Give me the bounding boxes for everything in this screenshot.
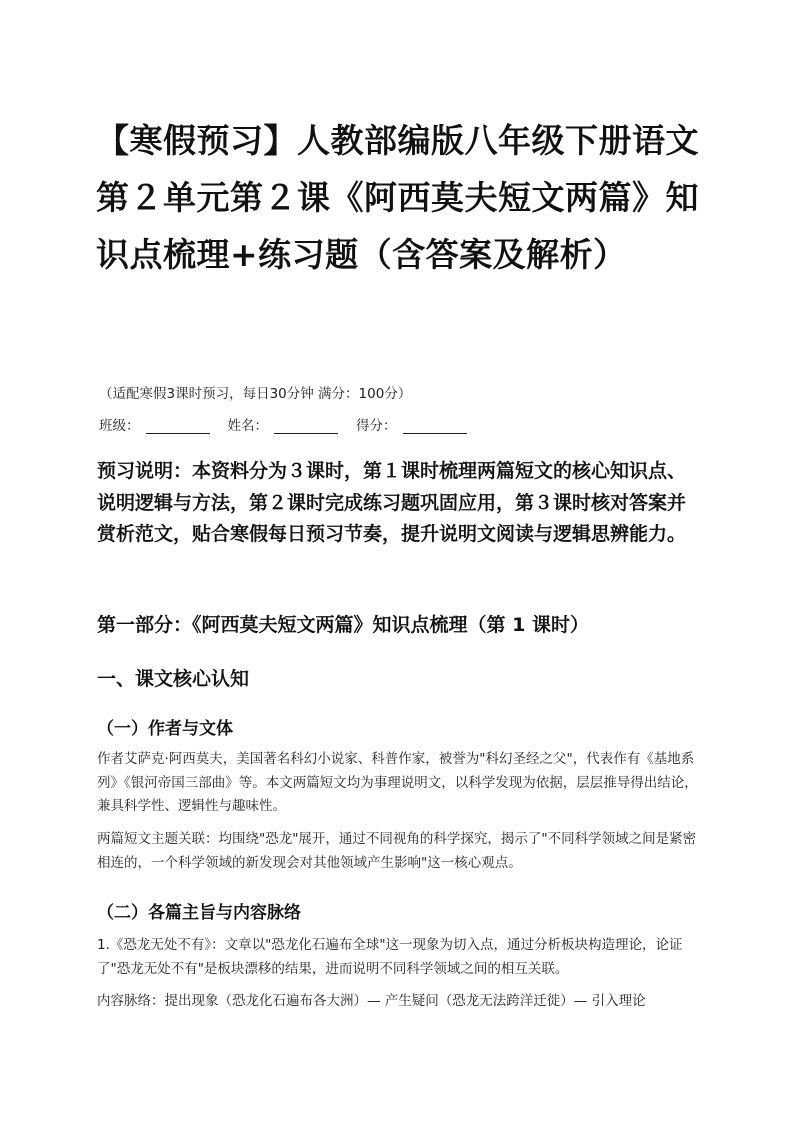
essay1-summary-paragraph: 1.《恐龙无处不有》：文章以"恐龙化石遍布全球"这一现象为切入点，通过分析板块构造理论，论证了"恐龙无处不有"是板块漂移的结果，进而说明不同科学领域之间的相互关联。 [97, 937, 683, 977]
author-genre-paragraph: 作者艾萨克·阿西莫夫，美国著名科幻小说家、科普作家，被誉为"科幻圣经之父"，代表作有《基地系列》《银河帝国三部曲》等。本文两篇短文均为事理说明文，以科学发现为依据，层层推导得出结论，兼具科学性、逻辑性与趣味性。 [97, 751, 698, 814]
content-outline-paragraph: 内容脉络：提出现象（恐龙化石遍布各大洲）— 产生疑问（恐龙无法跨洋迁徙）— 引入理论 [97, 993, 646, 1009]
document-title: 【寒假预习】人教部编版八年级下册语文第２单元第２课《阿西莫夫短文两篇》知识点梳理+练习题（含答案及解析） [96, 121, 699, 274]
preview-instructions: 预习说明：本资料分为３课时，第１课时梳理两篇短文的核心知识点、说明逻辑与方法，第２课时完成练习题巩固应用，第３课时核对答案并赏析范文，贴合寒假每日预习节奏，提升说明文阅读与逻辑思辨能力。 [97, 460, 687, 545]
name-blank [274, 419, 338, 434]
part1-heading: 第一部分：《阿西莫夫短文两篇》知识点梳理（第 1 课时） [97, 614, 589, 636]
sub1-heading: （一）作者与文体 [97, 719, 233, 739]
class-blank [146, 419, 210, 434]
score-blank [403, 419, 467, 434]
name-label: 姓名： [227, 418, 268, 434]
document-subtitle: （适配寒假3课时预习，每日30分钟 满分：100分） [99, 386, 412, 402]
student-info-row [99, 414, 479, 434]
sub2-heading: （二）各篇主旨与内容脉络 [97, 903, 301, 923]
class-label: 班级： [99, 418, 140, 434]
score-label: 得分： [356, 418, 397, 434]
section1-heading: 一、课文核心认知 [97, 668, 250, 690]
theme-relation-paragraph: 两篇短文主题关联：均围绕"恐龙"展开，通过不同视角的科学探究，揭示了"不同科学领域之间是紧密相连的，一个科学领域的新发现会对其他领域产生影响"这一核心观点。 [97, 831, 697, 871]
